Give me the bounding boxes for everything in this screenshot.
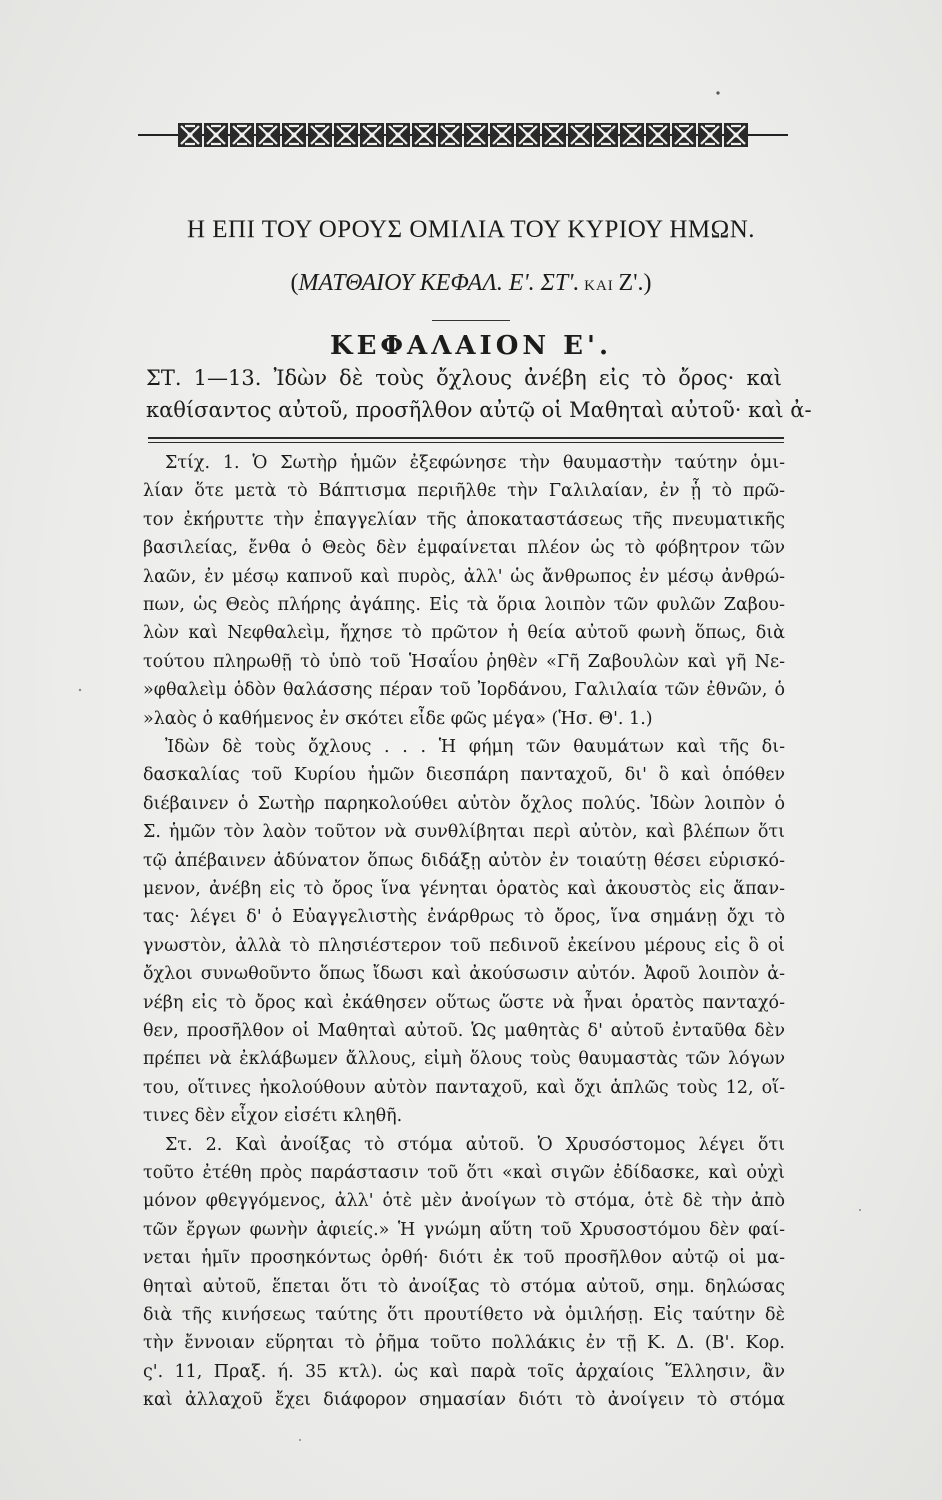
commentary-line: διὰ τῆς κινήσεως ταύτης ὅτι προυτίθετο νὰ ὁμιλήσῃ. Εἰς ταύτην δὲ	[143, 1305, 785, 1325]
commentary-line: πων, ὡς Θεὸς πλήρης ἀγάπης. Εἰς τὰ ὅρια λοιπὸν τῶν φυλῶν Ζαβου-	[143, 595, 785, 615]
commentary-line: ς'. 11, Πραξ. ή. 35 κτλ). ὡς καὶ παρὰ τοῖς ἀρχαίοις Ἕλλησιν, ἂν	[143, 1361, 785, 1382]
commentary-line: μόνον φθεγγόμενος, ἀλλ' ὁτὲ μὲν ἀνοίγων τὸ στόμα, ὁτὲ δὲ τὴν ἀπὸ	[143, 1191, 785, 1212]
commentary-line: »φθαλεὶμ ὁδὸν θαλάσσης πέραν τοῦ Ἰορδάνου, Γαλιλαία τῶν ἐθνῶν, ὁ	[143, 680, 785, 701]
commentary-line: νέβη εἰς τὸ ὄρος καὶ ἐκάθησεν οὕτως ὥστε νὰ ἦναι ὁρατὸς πανταχό-	[143, 992, 785, 1013]
commentary-line: διέβαινεν ὁ Σωτὴρ παρηκολούθει αὐτὸν ὄχλος πολύς. Ἰδὼν λοιπὸν ὁ	[143, 793, 785, 814]
verse-line: ΣΤ. 1—13. Ἰδὼν δὲ τοὺς ὄχλους ἀνέβη εἰς τὸ ὄρος· καὶ	[146, 366, 782, 390]
commentary-line: τας· λέγει δ' ὁ Εὐαγγελιστὴς ἐνάρθρως τὸ ὄρος, ἵνα σημάνῃ ὄχι τὸ	[143, 907, 785, 928]
commentary-line: θηταὶ αὐτοῦ, ἕπεται ὅτι τὸ ἀνοίξας τὸ στόμα αὐτοῦ, σημ. δηλώσας	[143, 1276, 785, 1297]
commentary-line: βασιλείας, ἔνθα ὁ Θεὸς δὲν ἐμφαίνεται πλέον ὡς τὸ φόβητρον τῶν	[143, 538, 785, 559]
commentary-line: πρέπει νὰ ἐκλάβωμεν ἄλλους, εἰμὴ ὅλους τοὺς θαυμαστὰς τῶν λόγων	[143, 1049, 785, 1070]
commentary-line: Στ. 2. Καὶ ἀνοίξας τὸ στόμα αὐτοῦ. Ὁ Χρυσόστομος λέγει ὅτι	[165, 1134, 785, 1155]
commentary-line: του, οἵτινες ἠκολούθουν αὐτὸν πανταχοῦ, καὶ ὄχι ἁπλῶς τοὺς 12, οἵ-	[143, 1077, 785, 1098]
verse-line: καθίσαντος αὐτοῦ, προσῆλθον αὐτῷ οἱ Μαθηταὶ αὐτοῦ· καὶ ἀ-	[146, 398, 812, 422]
commentary-line: Ἰδὼν δὲ τοὺς ὄχλους . . . Ἡ φήμη τῶν θαυμάτων καὶ τῆς δι-	[165, 737, 785, 757]
commentary-line: λαῶν, ἐν μέσῳ καπνοῦ καὶ πυρὸς, ἀλλ' ὡς ἄνθρωπος ἐν μέσῳ ἀνθρώ-	[143, 566, 785, 587]
commentary-line: τοῦτο ἐτέθη πρὸς παράστασιν τοῦ ὅτι «καὶ σιγῶν ἐδίδασκε, καὶ οὐχὶ	[143, 1163, 785, 1183]
commentary-line: Σ. ἡμῶν τὸν λαὸν τοῦτον νὰ συνθλίβηται περὶ αὐτὸν, καὶ βλέπων ὅτι	[143, 822, 785, 843]
commentary-line: καὶ ἀλλαχοῦ ἔχει διάφορον σημασίαν διότι τὸ ἀνοίγειν τὸ στόμα	[143, 1390, 785, 1411]
commentary-line: νεται ἡμῖν προσηκόντως ὀρθή· διότι ἐκ τοῦ προσῆλθον αὐτῷ οἱ μα-	[143, 1248, 785, 1269]
commentary-line: ὄχλοι συνωθοῦντο ὅπως ἴδωσι καὶ ἀκούσωσιν αὐτόν. Ἀφοῦ λοιπὸν ἀ-	[143, 964, 785, 985]
commentary-line: τον ἐκήρυττε τὴν ἐπαγγελίαν τῆς ἀποκαταστάσεως τῆς πνευματικῆς	[143, 509, 785, 530]
page-title: Η ΕΠΙ ΤΟΥ ΟΡΟΥΣ ΟΜΙΛΙΑ ΤΟΥ ΚΥΡΙΟΥ ΗΜΩΝ.	[186, 216, 756, 243]
subtitle-main: ΜΑΤΘΑΙΟΥ ΚΕΦΑΛ. Ε'. ΣΤ'.	[298, 270, 580, 296]
subtitle-and: ΚΑΙ	[579, 278, 619, 294]
commentary-line: λίαν ὅτε μετὰ τὸ Βάπτισμα περιῆλθε τὴν Γαλιλαίαν, ἐν ᾗ τὸ πρῶ-	[143, 481, 785, 502]
commentary-line: μενον, ἀνέβη εἰς τὸ ὄρος ἵνα γένηται ὁρατὸς καὶ ἀκουστὸς εἰς ἅπαν-	[143, 879, 785, 899]
commentary-line: τινες δὲν εἶχον εἰσέτι κληθῆ.	[143, 1106, 403, 1127]
subtitle-end: Ζ'.)	[618, 270, 652, 296]
commentary-line: τούτου πληρωθῇ τὸ ὑπὸ τοῦ Ἡσαΐου ῥηθὲν «Γῆ Ζαβουλὼν καὶ γῆ Νε-	[143, 651, 785, 672]
commentary-line: λὼν καὶ Νεφθαλεὶμ, ἤχησε τὸ πρῶτον ἡ θεία αὐτοῦ φωνὴ ὅπως, διὰ	[143, 623, 785, 644]
commentary-line: γνωστὸν, ἀλλὰ τὸ πλησιέστερον τοῦ πεδινοῦ ἐκείνου μέρους εἰς ὃ οἱ	[143, 935, 785, 956]
commentary-line: θεν, προσῆλθον οἱ Μαθηταὶ αὐτοῦ. Ὡς μαθητὰς δ' αὐτοῦ ἐνταῦθα δὲν	[143, 1021, 785, 1041]
subtitle-open: (	[290, 270, 299, 296]
commentary-line: »λαὸς ὁ καθήμενος ἐν σκότει εἶδε φῶς μέγα» (Ἡσ. Θ'. 1.)	[143, 708, 653, 729]
commentary-line: τῶν ἔργων φωνὴν ἀφιείς.» Ἡ γνώμη αὕτη τοῦ Χρυσοστόμου δὲν φαί-	[143, 1219, 785, 1240]
commentary-line: τῷ ἀπέβαινεν ἀδύνατον ὅπως διδάξῃ αὐτὸν ἐν τοιαύτῃ θέσει εὑρισκό-	[143, 850, 785, 871]
chapter-heading: ΚΕΦΑΛΑΙΟΝ Ε'.	[329, 331, 613, 361]
commentary-line: τὴν ἔννοιαν εὕρηται τὸ ῥῆμα τοῦτο πολλάκις ἐν τῇ Κ. Δ. (Β'. Κορ.	[143, 1333, 785, 1354]
commentary-line: Στίχ. 1. Ὁ Σωτὴρ ἡμῶν ἐξεφώνησε τὴν θαυμαστὴν ταύτην ὁμι-	[165, 453, 785, 473]
commentary-line: δασκαλίας τοῦ Κυρίου ἡμῶν διεσπάρη πανταχοῦ, δι' ὃ καὶ ὁπόθεν	[143, 765, 785, 786]
